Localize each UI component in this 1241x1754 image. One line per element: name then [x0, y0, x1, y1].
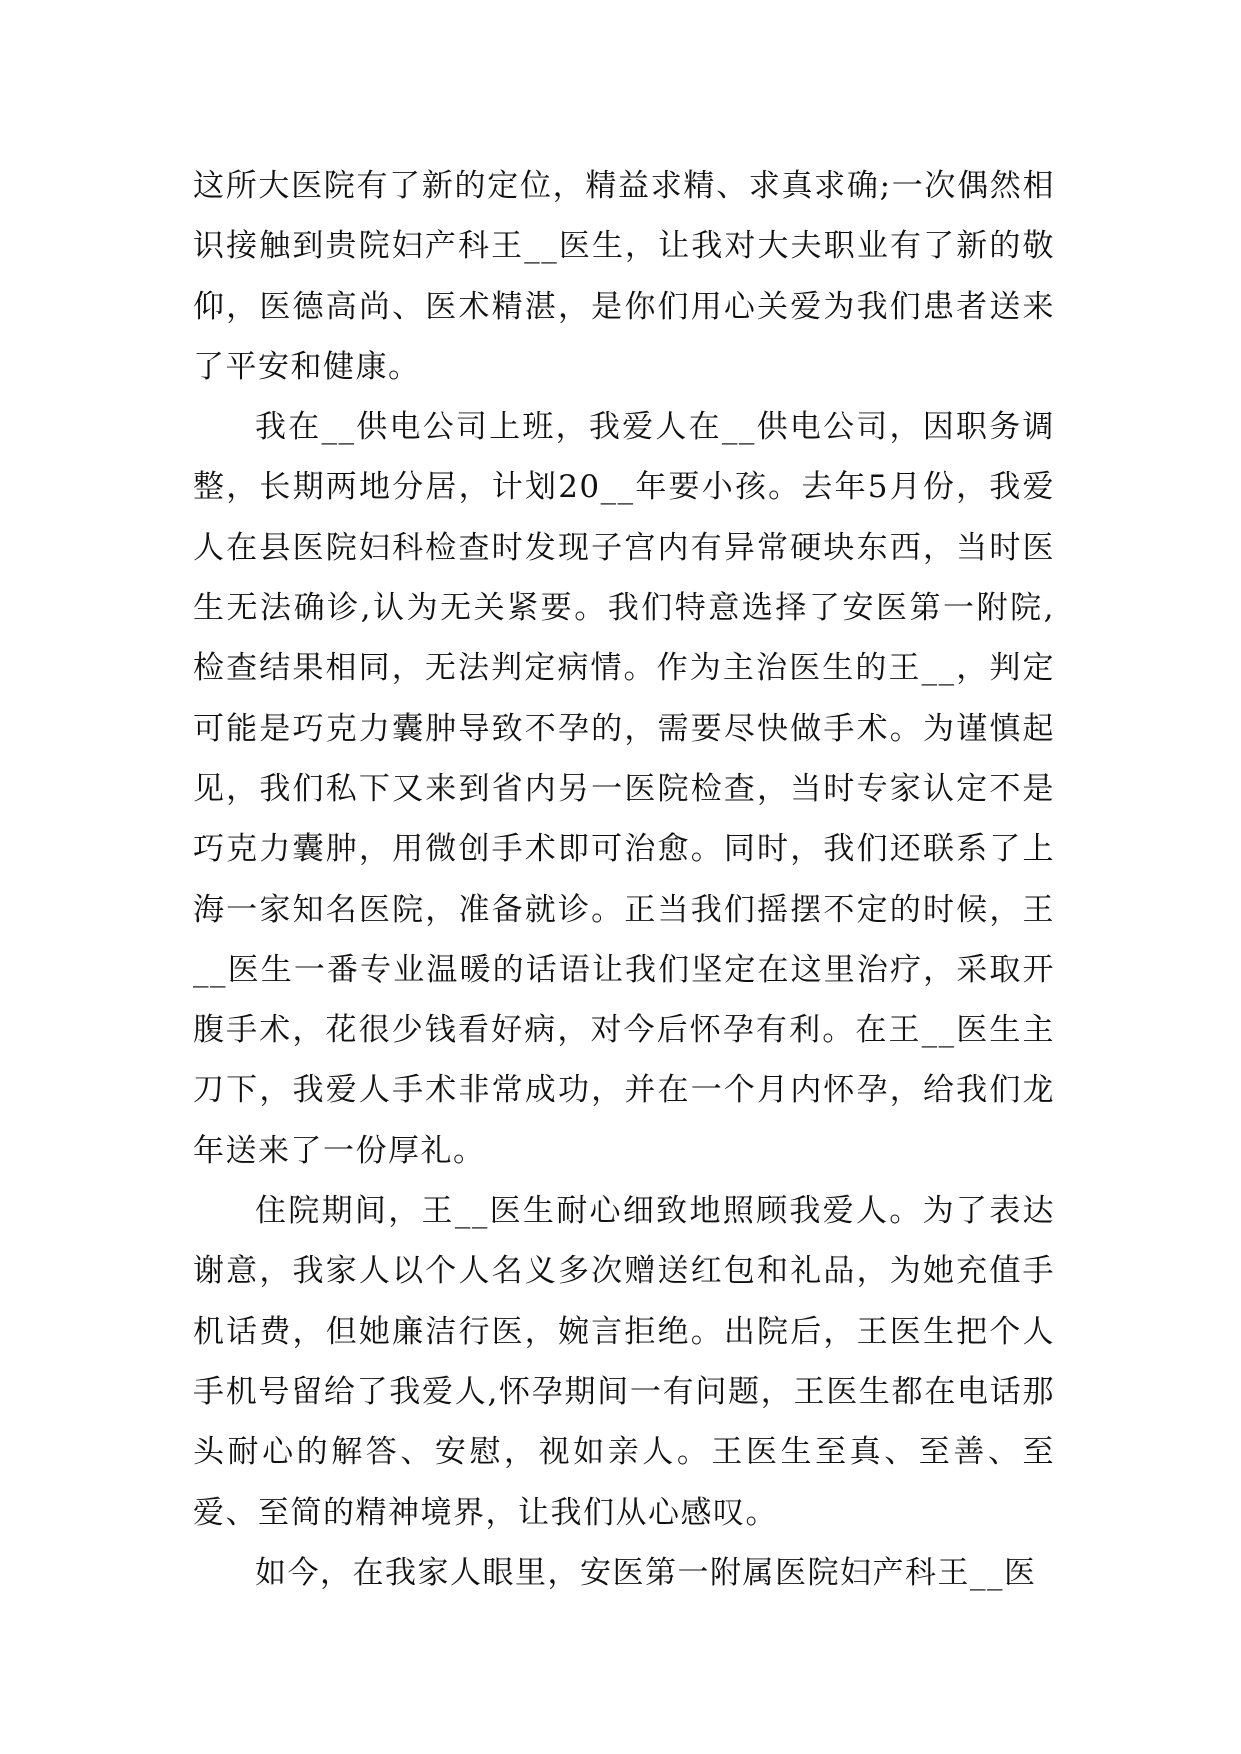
- paragraph-2: 我在__供电公司上班，我爱人在__供电公司，因职务调整，长期两地分居，计划20__年要小孩。去年5月份，我爱人在县医院妇科检查时发现子宫内有异常硬块东西，当时医生无法确诊,认为无关紧要。我们特意选择了安医第一附院,检查结果相同，无法判定病情。作为主治医生的王__，判定可能是巧克力囊肿导致不孕的，需要尽快做手术。为谨慎起见，我们私下又来到省内另一医院检查，当时专家认定不是巧克力囊肿，用微创手术即可治愈。同时，我们还联系了上海一家知名医院，准备就诊。正当我们摇摆不定的时候，王__医生一番专业温暖的话语让我们坚定在这里治疗，采取开腹手术，花很少钱看好病，对今后怀孕有利。在王__医生主刀下，我爱人手术非常成功，并在一个月内怀孕，给我们龙年送来了一份厚礼。: [193, 409, 1055, 1169]
- paragraph-4: 如今，在我家人眼里，安医第一附属医院妇产科王__医: [255, 1554, 1037, 1591]
- document-body: [193, 156, 1055, 1603]
- paragraph-3: 住院期间，王__医生耐心细致地照顾我爱人。为了表达谢意，我家人以个人名义多次赠送红包和礼品，为她充值手机话费，但她廉洁行医，婉言拒绝。出院后，王医生把个人手机号留给了我爱人,怀孕期间一有问题，王医生都在电话那头耐心的解答、安慰，视如亲人。王医生至真、至善、至爱、至简的精神境界，让我们从心感叹。: [193, 1193, 1055, 1531]
- paragraph-1: 这所大医院有了新的定位，精益求精、求真求确;一次偶然相识接触到贵院妇产科王__医生，让我对大夫职业有了新的敬仰，医德高尚、医术精湛，是你们用心关爱为我们患者送来了平安和健康。: [193, 168, 1055, 385]
